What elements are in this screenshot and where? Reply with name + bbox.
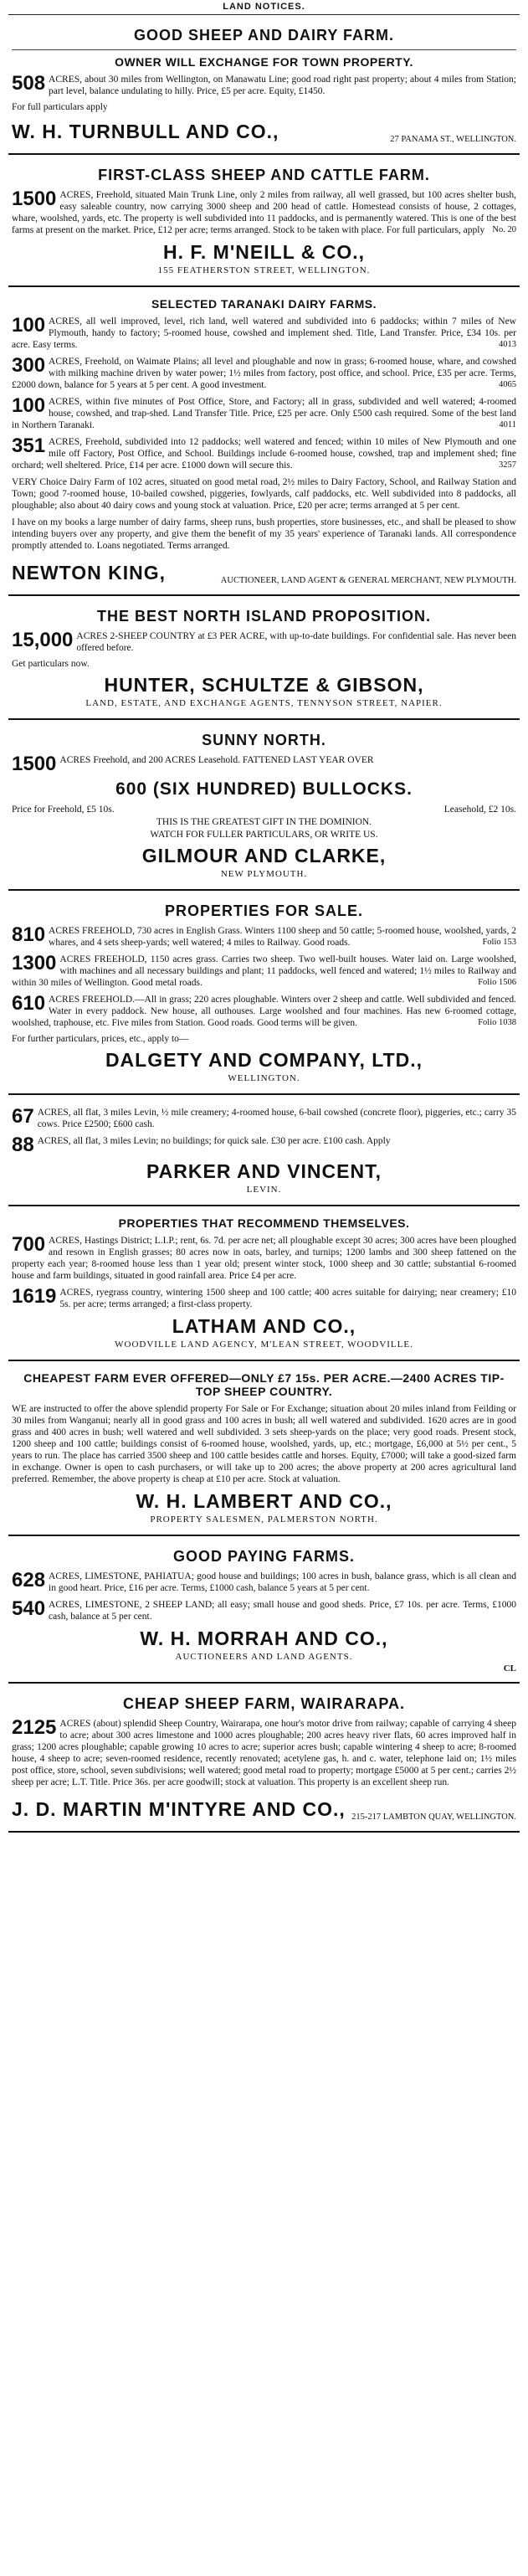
listing (12, 994, 516, 1029)
agent-name: DALGETY AND COMPANY, LTD., (105, 1049, 423, 1071)
listing-text: ACRES FREEHOLD, 1150 acres grass. Carries two sheep. Two well-built houses. Water laid on. Large woolshed, with machines and all necessary buildings and plant; 11 paddocks, well fenced and watered; 1½ miles to Railway and within 30 miles of Wellington. Good metal roads. (12, 954, 516, 988)
apply-text: For full particulars apply (12, 102, 108, 112)
divider (12, 49, 516, 50)
listing (12, 436, 516, 471)
listing-text: ACRES, ryegrass country, wintering 1500 sheep and 100 cattle; 400 acres suitable for dairying; near creamery; £10 5s. per acre; terms arranged; a first-class property. (59, 1288, 516, 1309)
agent-name: PARKER AND VINCENT, (146, 1160, 382, 1182)
notice-line: WATCH FOR FULLER PARTICULARS, OR WRITE US. (150, 830, 378, 840)
notice-line: THIS IS THE GREATEST GIFT IN THE DOMINION. (156, 817, 372, 827)
folio-number: Folio 1038 (478, 1018, 516, 1027)
agent-address: LEVIN. (246, 1185, 282, 1195)
folio-number: Folio 1506 (478, 978, 516, 987)
ad-title: GOOD PAYING FARMS. (172, 1548, 356, 1565)
listing (12, 630, 516, 654)
ad-title: CHEAPEST FARM EVER OFFERED—ONLY £7 15s. PER ACRE.—2400 ACRES TIP-TOP SHEEP COUNTRY. (23, 1371, 505, 1398)
agent-name: NEWTON KING, (12, 562, 167, 584)
agent-address: NEW PLYMOUTH. (220, 869, 308, 879)
listing-acres: 1619 (12, 1285, 57, 1308)
listing-acres: 508 (12, 72, 46, 95)
agent-address: WOODVILLE LAND AGENCY, M'LEAN STREET, WOODVILLE. (115, 1339, 413, 1350)
agent-name: W. H. TURNBULL AND CO., (12, 121, 279, 142)
listing-acres: 88 (12, 1134, 34, 1156)
paragraph: WE are instructed to offer the above splendid property For Sale or For Exchange; situation about 20 miles inland from Feilding or 30 miles from Wanganui; nearly all in good grass and 100 acres in bush; all well watered and subdivided. 1620 acres are in good grass and 400 acres in bush; well watered and well subdivided. 3 sets sheep-yards on the place; very good roads. Present stock, 1200 sheep and 100 cattle; buildings consist of 6-roomed house, woolshed, yards, up, etc.; mortgage, £6,000 at 5½ per cent., 5 years to run. The place has carried 3500 sheep and 100 cattle besides cattle and horses. Equity, £7000; will take a good-sized farm in exchange. Owner is open to cash purchasers, or will take up to 200 acres; the above property at 200 acres agricultural land preferred. Remember, the above property is cheap at £10 per acre. Stock at valuation. (12, 1404, 516, 1484)
agent-name: GILMOUR AND CLARKE, (141, 845, 387, 866)
folio-number: 4011 (499, 420, 516, 429)
agent-name: HUNTER, SCHULTZE & GIBSON, (104, 674, 424, 696)
headline: 600 (SIX HUNDRED) BULLOCKS. (115, 779, 413, 799)
folio-number: Folio 153 (482, 938, 516, 947)
listing-acres: 100 (12, 314, 46, 337)
agent-address: 215-217 LAMBTON QUAY, WELLINGTON. (351, 1812, 516, 1822)
agent-address: AUCTIONEER, LAND AGENT & GENERAL MERCHANT, NEW PLYMOUTH. (220, 576, 516, 585)
price-freehold: Price for Freehold, £5 10s. (12, 805, 115, 815)
listing-acres: 67 (12, 1105, 34, 1128)
section-header: LAND NOTICES. (8, 0, 520, 15)
ad-tag: CL (503, 1663, 516, 1674)
listing (12, 1107, 516, 1130)
listing-acres: 1500 (12, 188, 57, 210)
listing (12, 1135, 516, 1155)
listing-acres: 15,000 (12, 629, 74, 651)
listing (12, 1287, 516, 1310)
listing-acres: 610 (12, 992, 46, 1015)
apply-text: Get particulars now. (12, 659, 90, 669)
paragraph: VERY Choice Dairy Farm of 102 acres, situated on good metal road, 2½ miles to Dairy Factory, School, and Railway Station and Town; good 7-roomed house, 10-bailed cowshed, piggeries, fowlyards, calf paddocks, etc. Well subdivided into 8 paddocks, all ploughable; also about 40 dairy cows and young stock at valuation. Price, £20 per acre; terms arranged at 5 per cent. (12, 477, 516, 511)
agent-address: 27 PANAMA ST., WELLINGTON. (390, 135, 516, 144)
agent-name: W. H. MORRAH AND CO., (140, 1627, 388, 1649)
ad-morrah (8, 1536, 520, 1684)
ad-latham (8, 1206, 520, 1361)
agent-name: J. D. MARTIN M'INTYRE AND CO., (12, 1798, 346, 1820)
listing-text: ACRES Freehold, and 200 ACRES Leasehold. FATTENED LAST YEAR OVER (59, 755, 374, 765)
listing-text: ACRES, all flat, 3 miles Levin, ½ mile creamery; 4-roomed house, 6-bail cowshed (concrete floor), piggeries, etc.; carry 35 cows. Price £2500; £600 cash. (37, 1108, 516, 1129)
ad-lambert (8, 1361, 520, 1536)
listing (12, 754, 516, 774)
ad-title: SELECTED TARANAKI DAIRY FARMS. (151, 297, 377, 311)
listing (12, 1571, 516, 1594)
listing-acres: 100 (12, 394, 46, 417)
agent-address: LAND, ESTATE, AND EXCHANGE AGENTS, TENNYSON STREET, NAPIER. (85, 698, 443, 708)
folio-number: No. 20 (492, 225, 516, 234)
listing-text: ACRES FREEHOLD.—All in grass; 220 acres ploughable. Winters over 2 sheep and cattle. Well subdivided and fenced. Water in every paddock. New house, all outhouses. Large woolshed and four machines. Has new 6-roomed cottage, woolshed, traphouse, etc. Five miles from Station. Good roads. Good terms will be given. (12, 995, 516, 1028)
listing-text: ACRES, about 30 miles from Wellington, on Manawatu Line; good road right past property; about 4 miles from Station; part level, balance undulating to hilly. Price, £5 per acre. Equity, £1450. (49, 75, 516, 96)
listing-acres: 2125 (12, 1716, 57, 1739)
listing-text: ACRES, Freehold, on Waimate Plains; all level and ploughable and now in grass; 6-roomed house, whare, and cowshed with milking machine driven by water power; 1½ miles from factory, post office, and school. Price, £35 per acre. Terms, £2000 down, balance for 5 years at 5 per cent. A good investment. (12, 357, 516, 390)
listing-acres: 351 (12, 434, 46, 457)
listing-text: ACRES FREEHOLD, 730 acres in English Grass. Winters 1100 sheep and 50 cattle; 5-roomed house, woolshed, yards, 2 whares, and 4 sets sheep-yards; well watered; 4 miles to Railway. Good roads. (49, 926, 516, 948)
listing (12, 396, 516, 431)
listing-acres: 700 (12, 1233, 46, 1256)
listing (12, 925, 516, 949)
ad-mcneill (8, 155, 520, 287)
ad-title: GOOD SHEEP AND DAIRY FARM. (133, 27, 395, 44)
listing-acres: 1300 (12, 952, 57, 974)
paragraph: I have on my books a large number of dairy farms, sheep runs, bush properties, store businesses, etc., and shall be pleased to show intending buyers over any property, and give them the benefit of my 35 years' experience of Taranaki lands. All correspondence promptly attended to. Loans negotiated. Terms arranged. (12, 517, 516, 551)
listing-text: ACRES, Freehold, situated Main Trunk Line, only 2 miles from railway, all well grassed, but 100 acres shelter bush, easy saleable country, now carrying 3000 sheep and 200 head of cattle. Homestead consists of house, 2 cottages, whare, woolshed, yards, etc. The property is well subdivided into 11 paddocks, and is permanently watered. This is one of the best farms at present on the market. Price, £12 per acre; terms arranged. Stock to be taken with place. For full particulars, apply (12, 190, 516, 235)
agent-address: AUCTIONEERS AND LAND AGENTS. (175, 1652, 353, 1662)
ad-newton-king (8, 287, 520, 596)
folio-number: 4065 (499, 380, 516, 389)
listing-text: ACRES, Freehold, subdivided into 12 paddocks; well watered and fenced; within 10 miles of New Plymouth and one mile off Factory, Post Office, and School. Buildings include 6-roomed house, cowshed, trap and implement shed; fine orchard; well sheltered. Price, £14 per acre. £1000 down will secure this. (12, 437, 516, 470)
ad-gilmour-clarke (8, 720, 520, 891)
apply-text: For further particulars, prices, etc., apply to— (12, 1034, 189, 1044)
folio-number: 4013 (499, 340, 516, 349)
listing-acres: 540 (12, 1597, 46, 1620)
ad-hunter-schultze (8, 596, 520, 720)
listing-text: ACRES, LIMESTONE, 2 SHEEP LAND; all easy; small house and good sheds. Price, £7 10s. per acre. Terms, £1000 cash, balance at 5 per cent. (49, 1600, 516, 1622)
listing-acres: 810 (12, 923, 46, 946)
listing (12, 316, 516, 351)
listing-text: ACRES, within five minutes of Post Office, Store, and Factory; all in grass, subdivided and well watered; 4-roomed house, cowshed, and trap-shed. Land Transfer Title. Price, £25 per acre. Only £500 cash required. Some of the best land in Northern Taranaki. (12, 397, 516, 430)
ad-turnbull (8, 15, 520, 155)
listing-acres: 1500 (12, 753, 57, 775)
listing (12, 189, 516, 236)
agent-address: 155 FEATHERSTON STREET, WELLINGTON. (157, 265, 371, 275)
listing-text: ACRES 2-SHEEP COUNTRY at £3 PER ACRE, with up-to-date buildings. For confidential sale. Has never been offered before. (76, 631, 516, 653)
ad-subtitle: OWNER WILL EXCHANGE FOR TOWN PROPERTY. (115, 55, 413, 69)
listing-text: ACRES, all flat, 3 miles Levin; no buildings; for quick sale. £30 per acre. £100 cash. Apply (37, 1136, 391, 1146)
listing-text: ACRES (about) splendid Sheep Country, Wairarapa, one hour's motor drive from railway; capable of carrying 4 sheep to acre; about 300 acres limestone and 1000 acres ploughable; 200 acres heavy river flats, 60 acres improved half in grass; 1200 acres ploughable; capable growing 10 acres to acre; superior acres bush; capable wintering 4 sheep to acre; 8-roomed house, 4 sheep to acre; seven-roomed residence, recently renovated; acetylene gas, h. and c. water, telephone laid on; 1½ miles post office, store, school, seven subdivisions; well watered; good metal road to property; mortgage £5000 at 5 per cent.; carries 2½ sheep per acre; L.T. Title. Price 36s. per acre goodwill; stock at valuation. This property is an excellent sheep run. (12, 1719, 516, 1787)
listing (12, 954, 516, 989)
agent-address: WELLINGTON. (228, 1073, 300, 1083)
listing (12, 74, 516, 97)
listing (12, 1235, 516, 1282)
ad-title: CHEAP SHEEP FARM, WAIRARAPA. (122, 1695, 406, 1712)
ad-martin-mcintyre (8, 1684, 520, 1833)
agent-address: PROPERTY SALESMEN, PALMERSTON NORTH. (150, 1514, 378, 1525)
ad-title: FIRST-CLASS SHEEP AND CATTLE FARM. (98, 167, 430, 183)
price-row (12, 805, 516, 815)
ad-title: THE BEST NORTH ISLAND PROPOSITION. (96, 608, 432, 625)
listing-text: ACRES, all well improved, level, rich land, well watered and subdivided into 6 paddocks; within 7 miles of New Plymouth, handy to factory; 5-roomed house, cowshed and implement shed. Title, Land Transfer. Price, £34 10s. per acre. Easy terms. (12, 316, 516, 350)
ad-title: PROPERTIES THAT RECOMMEND THEMSELVES. (118, 1216, 410, 1230)
ad-dalgety (8, 891, 520, 1095)
listing-acres: 300 (12, 354, 46, 377)
listing (12, 356, 516, 391)
listing (12, 1718, 516, 1788)
agent-name: LATHAM AND CO., (172, 1315, 356, 1337)
ad-title: SUNNY NORTH. (202, 732, 326, 748)
folio-number: 3257 (499, 460, 516, 470)
agent-name: W. H. LAMBERT AND CO., (136, 1490, 392, 1512)
price-leasehold: Leasehold, £2 10s. (443, 805, 516, 815)
ad-parker-vincent (8, 1095, 520, 1206)
agent-name: H. F. M'NEILL & CO., (163, 241, 365, 263)
listing (12, 1599, 516, 1622)
listing-acres: 628 (12, 1569, 46, 1591)
listing-text: ACRES, LIMESTONE, PAHIATUA; good house and buildings; 100 acres in bush, balance grass, which is all clean and in good heart. Price, £16 per acre. Terms, £1000 cash, balance 5 years at 5 per cent. (49, 1571, 516, 1593)
ad-title: PROPERTIES FOR SALE. (164, 902, 364, 919)
listing-text: ACRES, Hastings District; L.I.P.; rent, 6s. 7d. per acre net; all ploughable except 30 acres; 300 acres have been ploughed and resown in English grasses; 80 acres now in oats, barley, and turnips; 1200 lambs and 300 sheep fattened on the property each year; 8-roomed house less than 1 year old; present winter stock, 1000 sheep and 30 cattle; substantial 6-roomed house and farm buildings, situated in good rainfall area. Price £4 per acre. (12, 1236, 516, 1281)
